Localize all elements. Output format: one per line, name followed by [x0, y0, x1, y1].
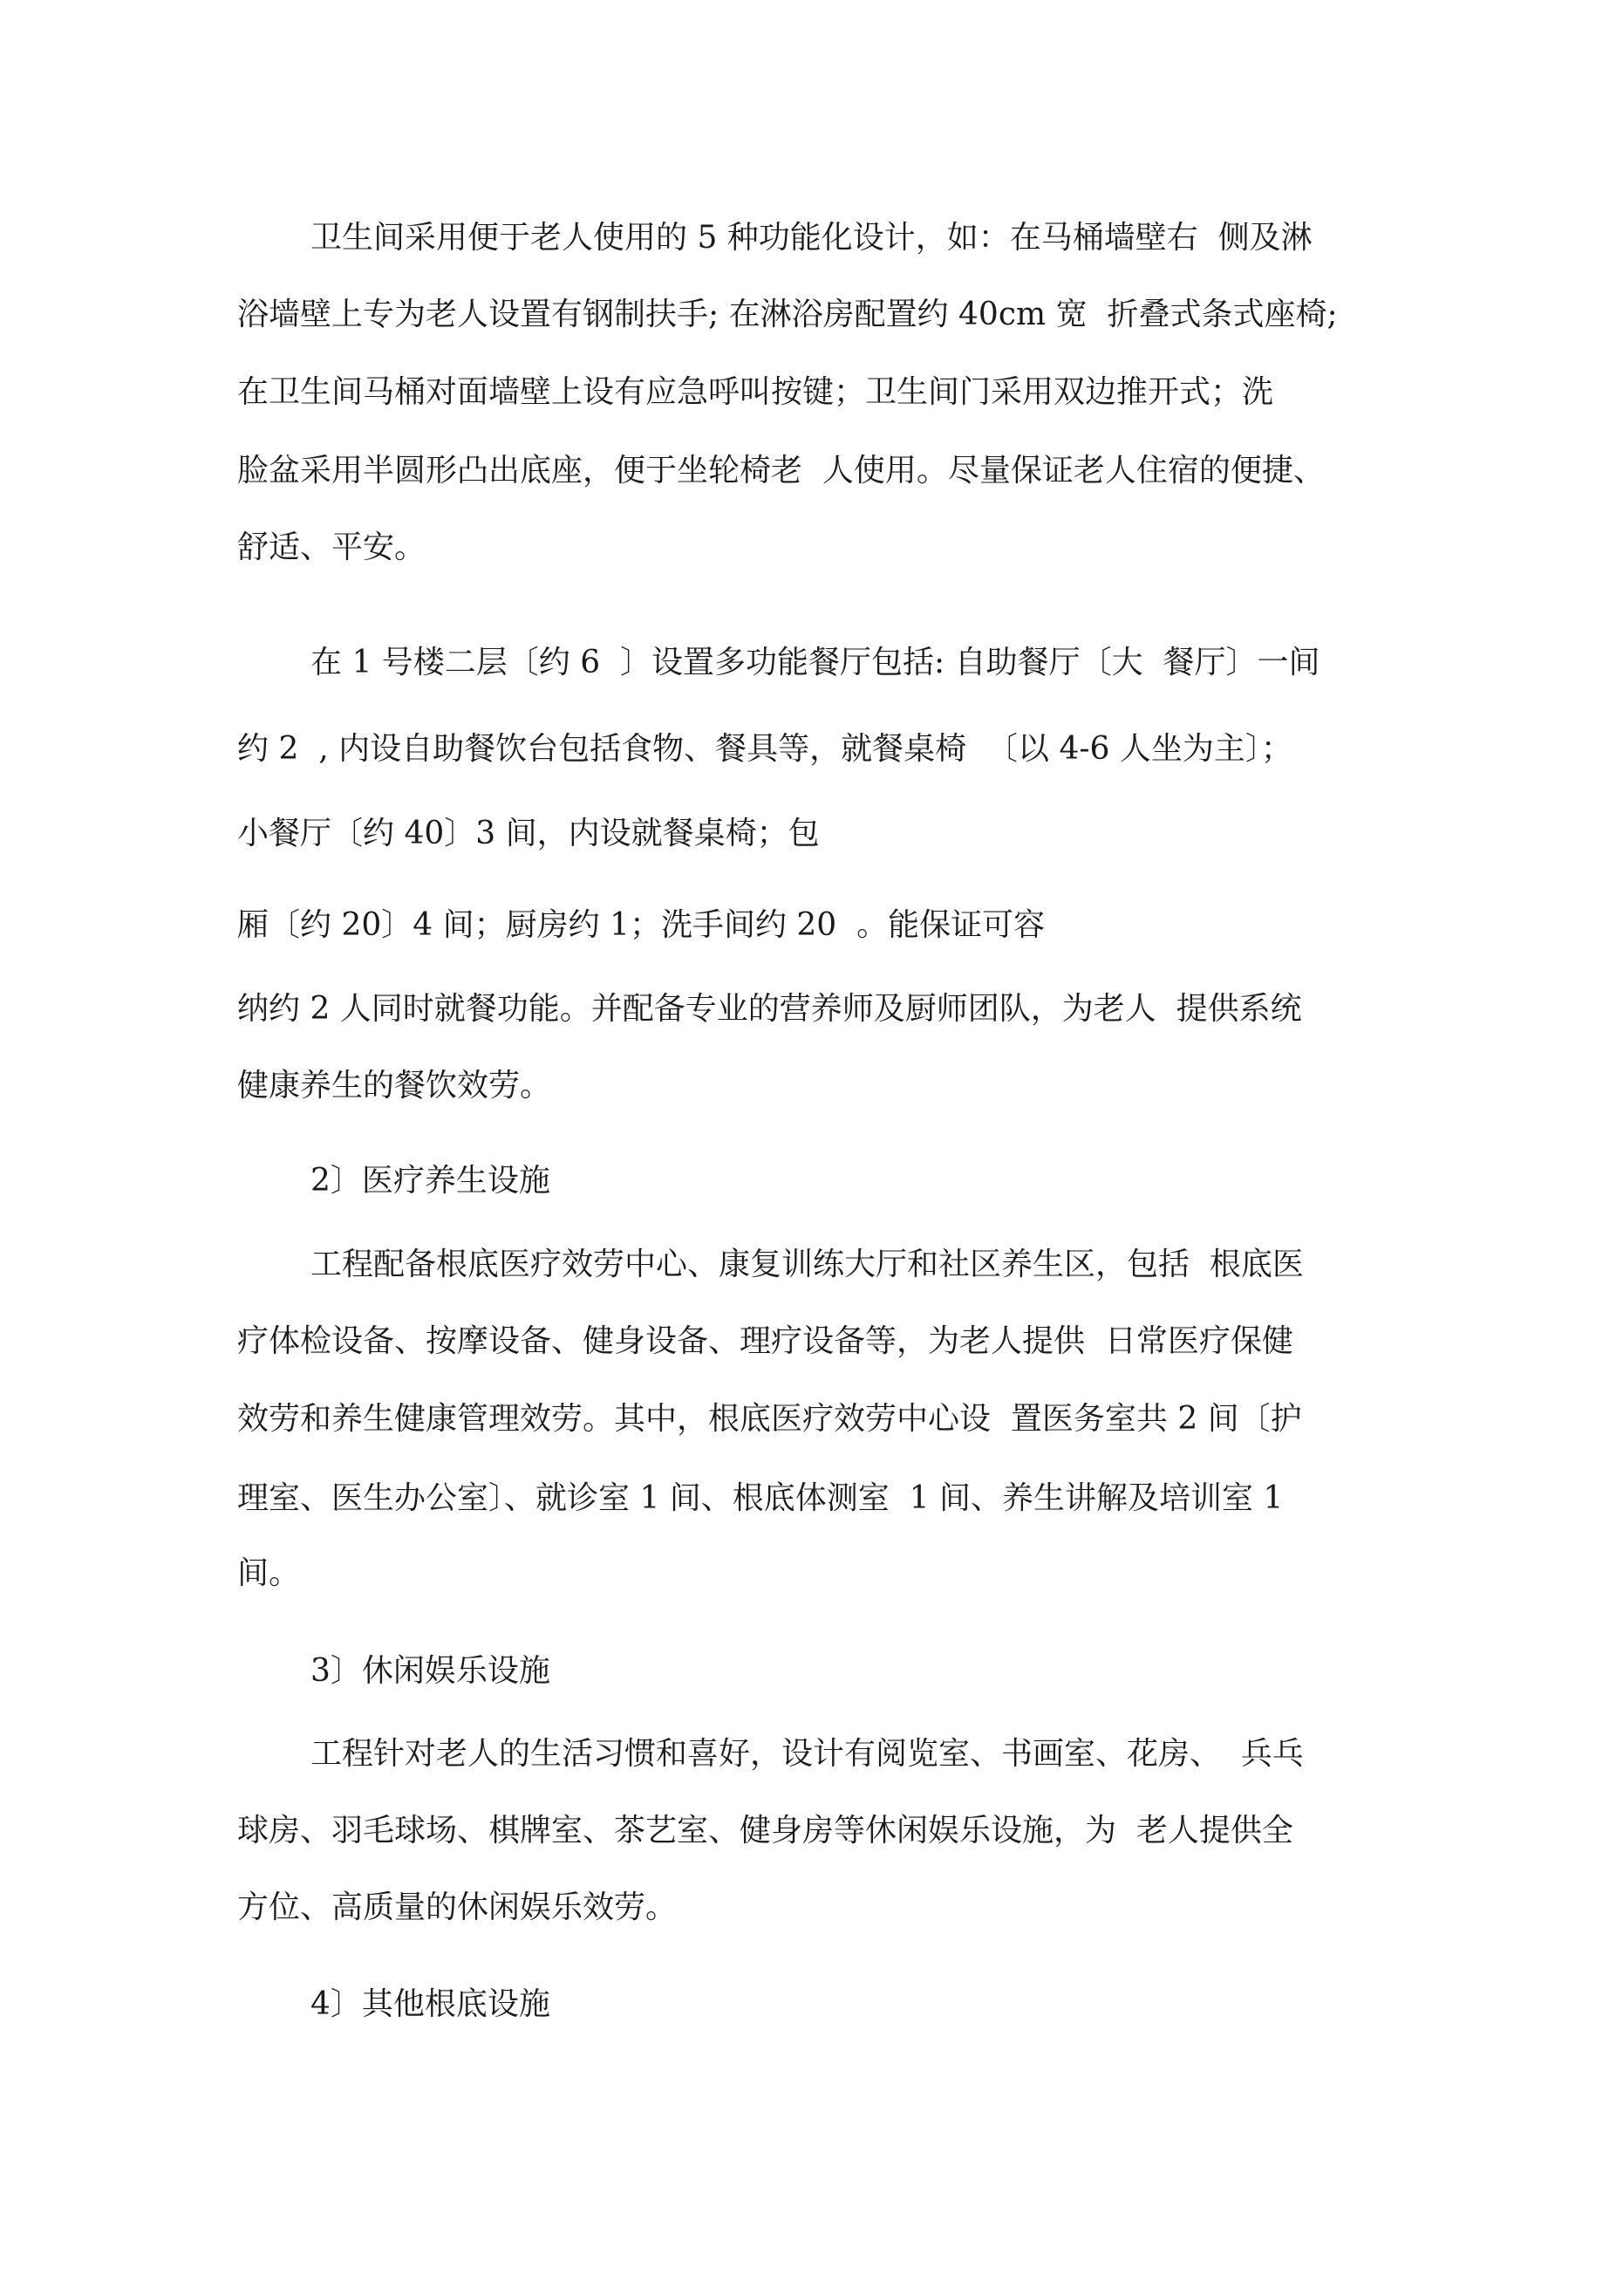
paragraph-line: 浴墙壁上专为老人设置有钢制扶手; 在淋浴房配置约 40cm 宽 折叠式条式座椅; [237, 297, 1338, 332]
paragraph-line: 卫生间采用便于老人使用的 5 种功能化设计，如：在马桶墙壁右 侧及淋 [310, 220, 1313, 256]
paragraph-line: 效劳和养生健康管理效劳。其中，根底医疗效劳中心设 置医务室共 2 间〔护 [237, 1401, 1302, 1437]
paragraph-line: 工程针对老人的生活习惯和喜好，设计有阅览室、书画室、花房、 兵乓 [310, 1736, 1304, 1772]
section-heading: 2〕医疗养生设施 [310, 1163, 550, 1199]
paragraph-line: 球房、羽毛球场、棋牌室、茶艺室、健身房等休闲娱乐设施，为 老人提供全 [237, 1813, 1293, 1848]
paragraph-line: 疗体检设备、按摩设备、健身设备、理疗设备等，为老人提供 日常医疗保健 [237, 1323, 1293, 1359]
paragraph-line: 健康养生的餐饮效劳。 [237, 1068, 552, 1104]
paragraph-line: 约 2 , 内设自助餐饮台包括食物、餐具等，就餐桌椅 〔以 4-6 人坐为主〕； [237, 731, 1292, 767]
paragraph-line: 小餐厅〔约 40〕3 间，内设就餐桌椅；包 [237, 816, 820, 851]
paragraph-line: 脸盆采用半圆形凸出底座，便于坐轮椅老 人使用。尽量保证老人住宿的便捷、 [237, 453, 1325, 489]
paragraph-line: 理室、医生办公室〕、就诊室 1 间、根底体测室 1 间、养生讲解及培训室 1 [237, 1480, 1284, 1516]
paragraph-line: 厢〔约 20〕4 间；厨房约 1；洗手间约 20 。能保证可容 [237, 907, 1046, 943]
paragraph-line: 舒适、平安。 [237, 530, 426, 565]
paragraph-line: 纳约 2 人同时就餐功能。并配备专业的营养师及厨师团队，为老人 提供系统 [237, 991, 1302, 1027]
section-heading: 4〕其他根底设施 [310, 1986, 550, 2022]
paragraph-line: 间。 [237, 1555, 301, 1591]
section-heading: 3〕休闲娱乐设施 [310, 1653, 550, 1689]
paragraph-line: 工程配备根底医疗效劳中心、康复训练大厅和社区养生区，包括 根底医 [310, 1247, 1304, 1282]
paragraph-line: 在 1 号楼二层〔约 6 〕设置多功能餐厅包括: 自助餐厅〔大 餐厅〕一间 [310, 645, 1320, 680]
paragraph-line: 在卫生间马桶对面墙壁上设有应急呼叫按键；卫生间门采用双边推开式；洗 [237, 374, 1274, 410]
paragraph-line: 方位、高质量的休闲娱乐效劳。 [237, 1889, 678, 1925]
